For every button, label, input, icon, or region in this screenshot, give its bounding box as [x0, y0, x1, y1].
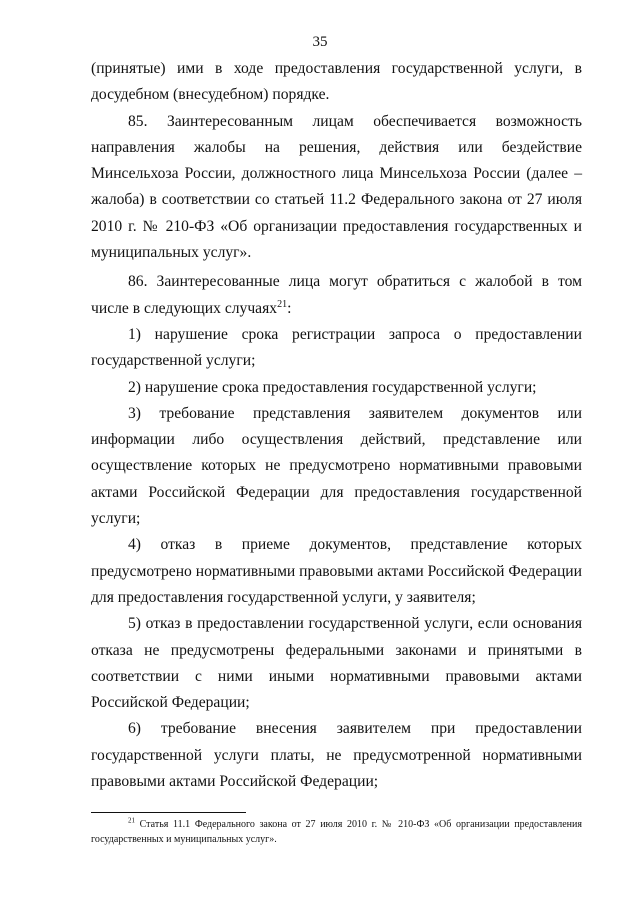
footnote: [91, 817, 582, 847]
footnote-separator: [91, 812, 246, 813]
list-item-4: 4) отказ в приеме документов, представление которых предусмотрено нормативными правовыми актами Российской Федерации для предоставления государственной услуги, у заявителя;: [91, 536, 582, 606]
paragraph-continuation: (принятые) ими в ходе предоставления государственной услуги, в досудебном (внесудебном) порядке.: [91, 60, 582, 104]
list-item-5: 5) отказ в предоставлении государственной услуги, если основания отказа не предусмотрены федеральными законами и принятыми в соответствии с ними иными нормативными правовыми актами Российской Федерации;: [91, 615, 582, 712]
footnote-text: Статья 11.1 Федерального закона от 27 июля 2010 г. № 210-ФЗ «Об организации предоставления государственных и муниципальных услуг».: [91, 819, 582, 845]
list-item-6: 6) требование внесения заявителем при предоставлении государственной услуги платы, не предусмотренной нормативными правовыми актами Российской Федерации;: [91, 720, 582, 791]
paragraph-86-text: 86. Заинтересованные лица могут обратиться с жалобой в том числе в следующих случаях: [91, 273, 582, 317]
footnote-reference: 21: [277, 298, 288, 310]
list-item-2: 2) нарушение срока предоставления государственной услуги;: [128, 378, 537, 396]
page-number: 35: [312, 34, 328, 50]
footnote-mark: 21: [128, 816, 135, 825]
list-item-1: 1) нарушение срока регистрации запроса о предоставлении государственной услуги;: [91, 325, 582, 370]
list-item-3: 3) требование представления заявителем документов или информации либо осуществления действий, представление или осуществление которых не предусмотрено нормативными правовыми актами Российской Федерации для предоставления государственной услуги;: [91, 404, 582, 528]
document-body: [91, 56, 582, 795]
paragraph-86: [91, 269, 582, 322]
paragraph-85: 85. Заинтересованным лицам обеспечивается возможность направления жалобы на решения, действия или бездействие Минсельхоза России, должностного лица Минсельхоза России (далее – жалоба) в соответствии со статьей 11.2 Федерального закона от 27 июля 2010 г. № 210-ФЗ «Об организации предоставления государственных и муниципальных услуг».: [91, 112, 582, 262]
paragraph-86-colon: :: [287, 299, 292, 317]
